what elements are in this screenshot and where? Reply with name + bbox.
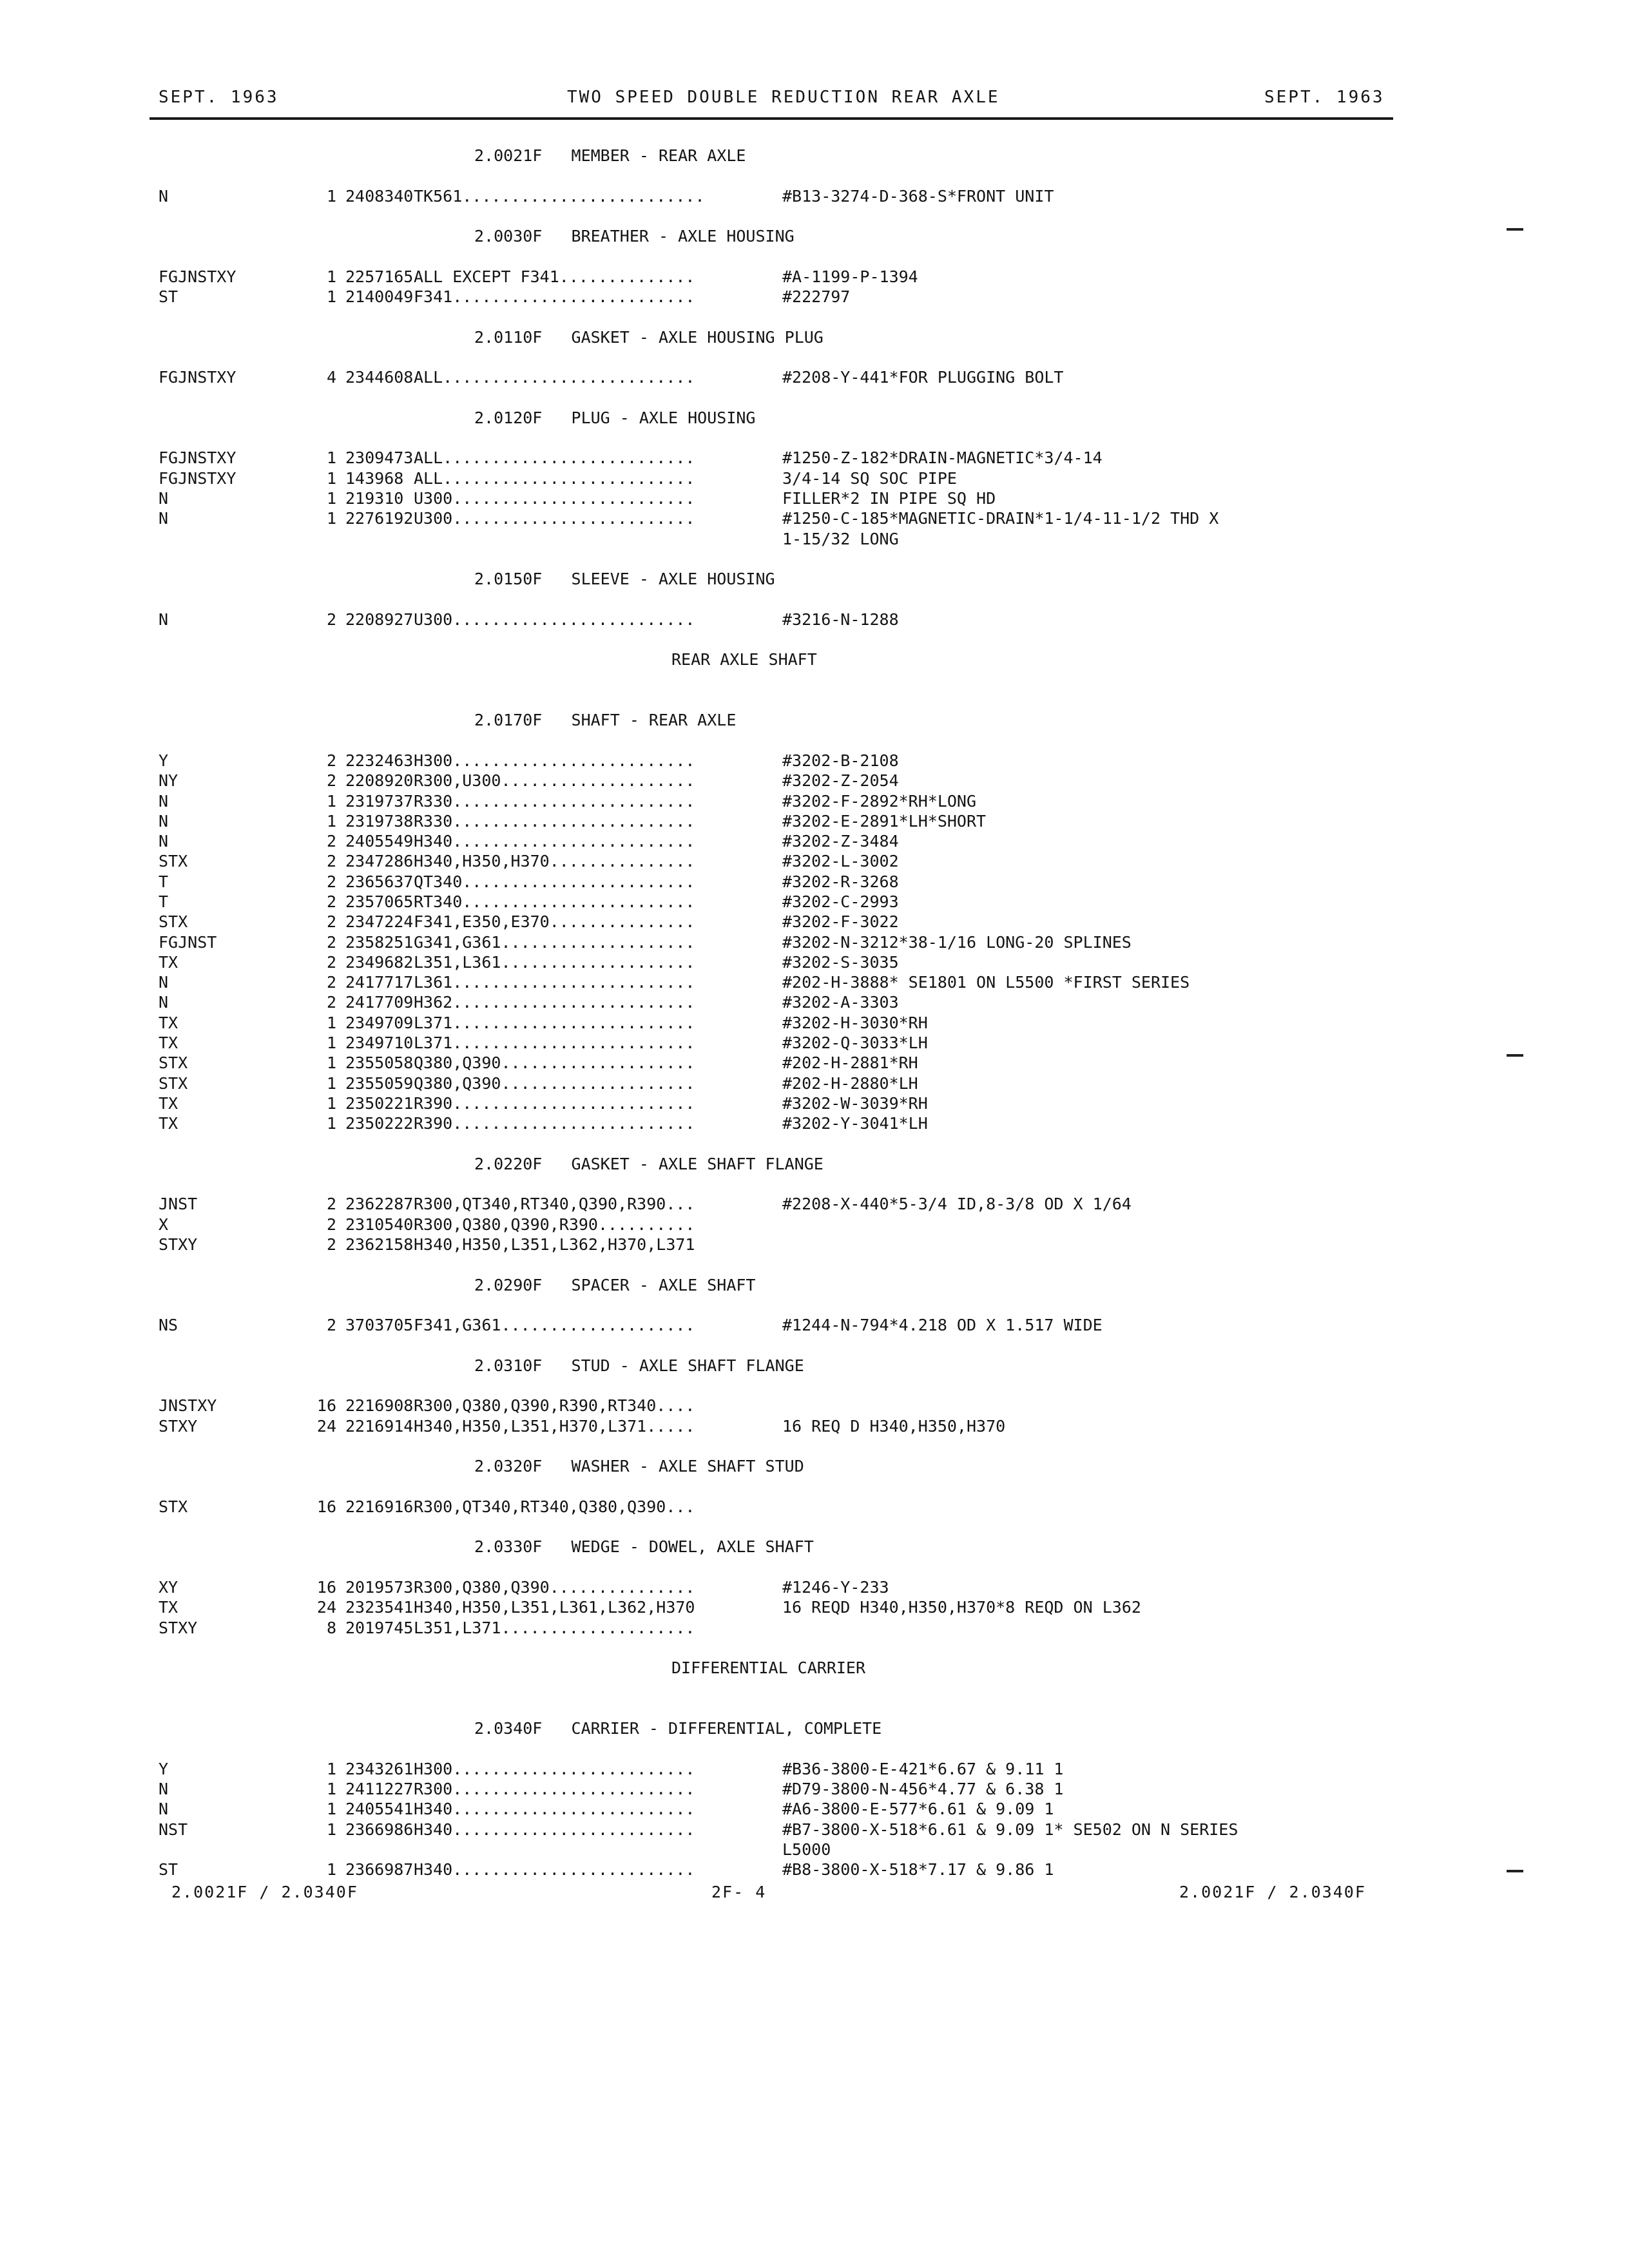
note: #1250-C-185*MAGNETIC-DRAIN*1-1/4-11-1/2 THD X xyxy=(782,509,1219,528)
quantity: 2 xyxy=(326,1235,336,1254)
model-code: T xyxy=(159,872,169,891)
part-number: 2357065 xyxy=(345,892,414,911)
part-row xyxy=(159,1820,1383,1840)
part-row xyxy=(159,1073,1383,1093)
quantity: 2 xyxy=(326,993,336,1012)
part-row xyxy=(159,771,1383,791)
quantity: 1 xyxy=(326,1053,336,1073)
model-code: X xyxy=(159,1215,169,1234)
usage: L351,L371.................... xyxy=(414,1618,695,1637)
model-code: NY xyxy=(159,771,178,791)
section-heading xyxy=(159,1718,1383,1738)
section-heading xyxy=(159,1456,1383,1476)
usage: U300......................... xyxy=(414,509,695,528)
quantity: 1 xyxy=(326,1114,336,1133)
quantity: 2 xyxy=(326,912,336,932)
quantity: 2 xyxy=(326,751,336,770)
part-number: 2019745 xyxy=(345,1618,414,1637)
model-code: N xyxy=(159,186,169,206)
usage: H340......................... xyxy=(414,1820,695,1839)
margin-tick xyxy=(1507,1054,1523,1057)
model-code: JNST xyxy=(159,1195,198,1214)
quantity: 2 xyxy=(326,872,336,891)
usage: F341......................... xyxy=(414,287,695,307)
part-number: 2216916 xyxy=(345,1497,414,1516)
part-number: 2355059 xyxy=(345,1073,414,1093)
margin-tick xyxy=(1507,1870,1523,1872)
model-code: N xyxy=(159,489,169,508)
part-row xyxy=(159,1013,1383,1033)
part-number: 2347286 xyxy=(345,852,414,871)
heading-text: 2.0030F BREATHER - AXLE HOUSING xyxy=(474,227,795,246)
quantity: 2 xyxy=(326,973,336,992)
heading-text: 2.0170F SHAFT - REAR AXLE xyxy=(474,711,737,730)
note-continuation xyxy=(159,529,1383,549)
note: #3202-N-3212*38-1/16 LONG-20 SPLINES xyxy=(782,932,1132,952)
heading-text: 2.0220F GASKET - AXLE SHAFT FLANGE xyxy=(474,1154,824,1173)
model-code: STXY xyxy=(159,1618,198,1637)
section-heading xyxy=(159,569,1383,589)
quantity: 1 xyxy=(326,1759,336,1778)
usage: R390......................... xyxy=(414,1093,695,1113)
part-row xyxy=(159,1860,1383,1879)
model-code: NST xyxy=(159,1820,188,1839)
heading-text: 2.0150F SLEEVE - AXLE HOUSING xyxy=(474,570,775,589)
section-heading xyxy=(159,710,1383,730)
part-row xyxy=(159,972,1383,992)
part-row xyxy=(159,1315,1383,1335)
quantity: 24 xyxy=(316,1598,336,1617)
footer-page-number: 2F- 4 xyxy=(711,1883,767,1901)
note: #2208-Y-441*FOR PLUGGING BOLT xyxy=(782,368,1064,387)
note: #3202-Y-3041*LH xyxy=(782,1114,928,1133)
part-number: 2417717 xyxy=(345,973,414,992)
model-code: ST xyxy=(159,287,178,307)
note-continuation xyxy=(159,1840,1383,1860)
model-code: STX xyxy=(159,1073,188,1093)
part-number: 2362287 xyxy=(345,1195,414,1214)
part-number: 2349709 xyxy=(345,1013,414,1032)
section-heading xyxy=(159,327,1383,347)
part-row xyxy=(159,1215,1383,1235)
note: #3202-Q-3033*LH xyxy=(782,1033,928,1053)
model-code: Y xyxy=(159,1759,169,1778)
quantity: 1 xyxy=(326,287,336,307)
usage: F341,E350,E370............... xyxy=(414,912,695,932)
quantity: 2 xyxy=(326,771,336,791)
model-code: FGJNSTXY xyxy=(159,448,236,468)
model-code: STXY xyxy=(159,1235,198,1254)
note: #3202-Z-2054 xyxy=(782,771,899,791)
part-row xyxy=(159,367,1383,387)
note: #202-H-2880*LH xyxy=(782,1073,918,1093)
part-number: 2347224 xyxy=(345,912,414,932)
part-number: 2343261 xyxy=(345,1759,414,1778)
usage: QT340........................ xyxy=(414,872,695,891)
part-number: 2349682 xyxy=(345,952,414,972)
section-heading xyxy=(159,1537,1383,1557)
model-code: STX xyxy=(159,1497,188,1516)
part-row xyxy=(159,892,1383,912)
model-code: Y xyxy=(159,751,169,770)
part-row xyxy=(159,872,1383,892)
header-date-left: SEPT. 1963 xyxy=(159,88,279,107)
note: 16 REQ D H340,H350,H370 xyxy=(782,1416,1006,1436)
usage: R300,Q380,Q390,R390.......... xyxy=(414,1215,695,1234)
header-rule xyxy=(149,117,1393,120)
note: #3202-F-3022 xyxy=(782,912,899,932)
heading-text: DIFFERENTIAL CARRIER xyxy=(671,1658,866,1678)
model-code: N xyxy=(159,973,169,992)
part-row xyxy=(159,1759,1383,1779)
footer-range-left: 2.0021F / 2.0340F xyxy=(171,1883,358,1901)
model-code: FGJNSTXY xyxy=(159,468,236,488)
part-row xyxy=(159,831,1383,851)
part-number: 2019573 xyxy=(345,1578,414,1597)
part-row xyxy=(159,468,1383,488)
section-heading xyxy=(159,1275,1383,1295)
part-row xyxy=(159,811,1383,831)
quantity: 1 xyxy=(326,1033,336,1053)
quantity: 1 xyxy=(326,1820,336,1839)
note: #3202-F-2892*RH*LONG xyxy=(782,791,977,811)
quantity: 2 xyxy=(326,892,336,911)
heading-text: 2.0320F WASHER - AXLE SHAFT STUD xyxy=(474,1457,804,1476)
part-number: 2405549 xyxy=(345,832,414,851)
model-code: STX xyxy=(159,852,188,871)
model-code: TX xyxy=(159,1033,178,1053)
note: #3202-S-3035 xyxy=(782,952,899,972)
note: #222797 xyxy=(782,287,851,307)
part-number: 219310 xyxy=(345,489,404,508)
usage: H340,H350,L351,L362,H370,L371 xyxy=(414,1235,695,1254)
part-row xyxy=(159,1577,1383,1597)
usage: H300......................... xyxy=(414,751,695,770)
note: #1250-Z-182*DRAIN-MAGNETIC*3/4-14 xyxy=(782,448,1103,468)
model-code: N xyxy=(159,1800,169,1819)
usage: R300......................... xyxy=(414,1780,695,1799)
usage: H300......................... xyxy=(414,1759,695,1778)
quantity: 2 xyxy=(326,1195,336,1214)
note: #A-1199-P-1394 xyxy=(782,267,918,286)
quantity: 2 xyxy=(326,832,336,851)
section-heading xyxy=(159,146,1383,166)
part-number: 143968 xyxy=(345,468,404,488)
part-number: 2309473 xyxy=(345,448,414,468)
quantity: 8 xyxy=(326,1618,336,1637)
part-row xyxy=(159,1053,1383,1073)
usage: ALL EXCEPT F341.............. xyxy=(414,267,695,286)
heading-text: 2.0110F GASKET - AXLE HOUSING PLUG xyxy=(474,327,824,347)
part-row xyxy=(159,912,1383,932)
model-code: STXY xyxy=(159,1416,198,1436)
part-row xyxy=(159,1416,1383,1436)
header-title: TWO SPEED DOUBLE REDUCTION REAR AXLE xyxy=(567,88,1000,107)
part-number: 2350221 xyxy=(345,1093,414,1113)
part-number: 2140049 xyxy=(345,287,414,307)
part-row xyxy=(159,992,1383,1012)
part-number: 2216914 xyxy=(345,1416,414,1436)
quantity: 1 xyxy=(326,468,336,488)
usage: Q380,Q390.................... xyxy=(414,1073,695,1093)
note: 1-15/32 LONG xyxy=(782,529,899,548)
note: #1246-Y-233 xyxy=(782,1578,889,1597)
heading-text: 2.0120F PLUG - AXLE HOUSING xyxy=(474,408,756,427)
usage: RT340........................ xyxy=(414,892,695,911)
model-code: TX xyxy=(159,952,178,972)
major-heading xyxy=(159,1658,1383,1678)
usage: R300,QT340,RT340,Q390,R390... xyxy=(414,1195,695,1214)
quantity: 16 xyxy=(316,1396,336,1416)
usage: H340,H350,L351,H370,L371..... xyxy=(414,1416,695,1436)
heading-text: 2.0310F STUD - AXLE SHAFT FLANGE xyxy=(474,1356,804,1375)
quantity: 1 xyxy=(326,1093,336,1113)
quantity: 16 xyxy=(316,1578,336,1597)
part-number: 2358251 xyxy=(345,932,414,952)
note: #1244-N-794*4.218 OD X 1.517 WIDE xyxy=(782,1316,1103,1335)
usage: L351,L361.................... xyxy=(414,952,695,972)
usage: H340......................... xyxy=(414,1800,695,1819)
part-number: 2216908 xyxy=(345,1396,414,1416)
usage: ALL.......................... xyxy=(414,448,695,468)
quantity: 1 xyxy=(326,448,336,468)
part-row xyxy=(159,1597,1383,1617)
usage: R300,Q380,Q390,R390,RT340.... xyxy=(414,1396,695,1416)
quantity: 1 xyxy=(326,1800,336,1819)
model-code: TX xyxy=(159,1013,178,1032)
quantity: 2 xyxy=(326,610,336,629)
part-number: 2405541 xyxy=(345,1800,414,1819)
part-number: 2257165 xyxy=(345,267,414,286)
part-number: 2208920 xyxy=(345,771,414,791)
usage: U300......................... xyxy=(414,610,695,629)
usage: G341,G361.................... xyxy=(414,932,695,952)
usage: F341,G361.................... xyxy=(414,1316,695,1335)
quantity: 1 xyxy=(326,1013,336,1032)
part-row xyxy=(159,1779,1383,1799)
model-code: STX xyxy=(159,912,188,932)
usage: R390......................... xyxy=(414,1114,695,1133)
part-number: 2319737 xyxy=(345,791,414,811)
quantity: 16 xyxy=(316,1497,336,1516)
model-code: N xyxy=(159,509,169,528)
usage: U300......................... xyxy=(414,489,695,508)
part-row xyxy=(159,508,1383,528)
model-code: TX xyxy=(159,1114,178,1133)
note: #B8-3800-X-518*7.17 & 9.86 1 xyxy=(782,1860,1054,1879)
model-code: N xyxy=(159,791,169,811)
usage: R330......................... xyxy=(414,811,695,831)
part-number: 2365637 xyxy=(345,872,414,891)
part-row xyxy=(159,287,1383,307)
part-row xyxy=(159,1113,1383,1133)
note: #B13-3274-D-368-S*FRONT UNIT xyxy=(782,186,1054,206)
heading-text: 2.0330F WEDGE - DOWEL, AXLE SHAFT xyxy=(474,1537,814,1557)
quantity: 1 xyxy=(326,267,336,286)
model-code: T xyxy=(159,892,169,911)
model-code: N xyxy=(159,811,169,831)
part-number: 2362158 xyxy=(345,1235,414,1254)
section-heading xyxy=(159,408,1383,428)
model-code: JNSTXY xyxy=(159,1396,217,1416)
usage: Q380,Q390.................... xyxy=(414,1053,695,1073)
note: #A6-3800-E-577*6.61 & 9.09 1 xyxy=(782,1800,1054,1819)
part-number: 2417709 xyxy=(345,993,414,1012)
usage: H340......................... xyxy=(414,1860,695,1879)
part-number: 2276192 xyxy=(345,509,414,528)
part-number: 2344608 xyxy=(345,368,414,387)
quantity: 1 xyxy=(326,1860,336,1879)
usage: R300,Q380,Q390............... xyxy=(414,1578,695,1597)
section-heading xyxy=(159,226,1383,246)
part-row xyxy=(159,1497,1383,1517)
heading-text: 2.0021F MEMBER - REAR AXLE xyxy=(474,146,746,165)
note: #3202-W-3039*RH xyxy=(782,1093,928,1113)
quantity: 1 xyxy=(326,186,336,206)
part-number: 2310540 xyxy=(345,1215,414,1234)
usage: H340......................... xyxy=(414,832,695,851)
model-code: TX xyxy=(159,1598,178,1617)
quantity: 1 xyxy=(326,811,336,831)
part-row xyxy=(159,1033,1383,1053)
note: #2208-X-440*5-3/4 ID,8-3/8 OD X 1/64 xyxy=(782,1195,1132,1214)
usage: ALL.......................... xyxy=(414,468,695,488)
part-row xyxy=(159,791,1383,811)
part-row xyxy=(159,267,1383,287)
heading-text: REAR AXLE SHAFT xyxy=(671,650,817,669)
note: #3202-B-2108 xyxy=(782,751,899,770)
major-heading xyxy=(159,649,1383,669)
model-code: FGJNSTXY xyxy=(159,267,236,286)
note: FILLER*2 IN PIPE SQ HD xyxy=(782,489,996,508)
quantity: 2 xyxy=(326,1215,336,1234)
part-row xyxy=(159,1093,1383,1113)
note: #D79-3800-N-456*4.77 & 6.38 1 xyxy=(782,1780,1064,1799)
usage: R330......................... xyxy=(414,791,695,811)
quantity: 1 xyxy=(326,791,336,811)
part-row xyxy=(159,610,1383,629)
heading-text: 2.0340F CARRIER - DIFFERENTIAL, COMPLETE xyxy=(474,1719,882,1738)
part-number: 2366987 xyxy=(345,1860,414,1879)
note: #3202-C-2993 xyxy=(782,892,899,911)
footer-range-right: 2.0021F / 2.0340F xyxy=(1179,1883,1366,1901)
model-code: N xyxy=(159,1780,169,1799)
usage: H340,H350,H370............... xyxy=(414,852,695,871)
usage: ALL.......................... xyxy=(414,368,695,387)
section-heading xyxy=(159,1154,1383,1174)
part-number: 2355058 xyxy=(345,1053,414,1073)
quantity: 24 xyxy=(316,1416,336,1436)
usage: H340,H350,L351,L361,L362,H370 xyxy=(414,1598,695,1617)
model-code: FGJNSTXY xyxy=(159,368,236,387)
part-row xyxy=(159,952,1383,972)
part-row xyxy=(159,851,1383,871)
model-code: NS xyxy=(159,1316,178,1335)
usage: L371......................... xyxy=(414,1033,695,1053)
part-number: 2319738 xyxy=(345,811,414,831)
part-row xyxy=(159,186,1383,206)
usage: H362......................... xyxy=(414,993,695,1012)
margin-tick xyxy=(1507,228,1523,231)
usage: TK561......................... xyxy=(414,186,705,206)
part-number: 3703705 xyxy=(345,1316,414,1335)
part-row xyxy=(159,1618,1383,1638)
part-row xyxy=(159,448,1383,468)
part-number: 2350222 xyxy=(345,1114,414,1133)
note: #3202-E-2891*LH*SHORT xyxy=(782,811,987,831)
quantity: 2 xyxy=(326,1316,336,1335)
part-number: 2208927 xyxy=(345,610,414,629)
note: #202-H-3888* SE1801 ON L5500 *FIRST SERIES xyxy=(782,973,1190,992)
part-row xyxy=(159,751,1383,771)
note: #3202-Z-3484 xyxy=(782,832,899,851)
model-code: ST xyxy=(159,1860,178,1879)
part-row xyxy=(159,1396,1383,1416)
part-row xyxy=(159,1194,1383,1214)
usage: L371......................... xyxy=(414,1013,695,1032)
quantity: 1 xyxy=(326,1073,336,1093)
quantity: 4 xyxy=(326,368,336,387)
part-number: 2323541 xyxy=(345,1598,414,1617)
note: #3202-H-3030*RH xyxy=(782,1013,928,1032)
note: 3/4-14 SQ SOC PIPE xyxy=(782,468,957,488)
model-code: N xyxy=(159,993,169,1012)
usage: R300,QT340,RT340,Q380,Q390... xyxy=(414,1497,695,1516)
part-number: 2411227 xyxy=(345,1780,414,1799)
model-code: FGJNST xyxy=(159,932,217,952)
model-code: TX xyxy=(159,1093,178,1113)
note: #202-H-2881*RH xyxy=(782,1053,918,1073)
part-row xyxy=(159,1799,1383,1819)
usage: L361......................... xyxy=(414,973,695,992)
note: #3216-N-1288 xyxy=(782,610,899,629)
model-code: N xyxy=(159,832,169,851)
model-code: STX xyxy=(159,1053,188,1073)
model-code: XY xyxy=(159,1578,178,1597)
note: #3202-L-3002 xyxy=(782,852,899,871)
quantity: 1 xyxy=(326,509,336,528)
note: #B7-3800-X-518*6.61 & 9.09 1* SE502 ON N SERIES xyxy=(782,1820,1239,1839)
quantity: 1 xyxy=(326,1780,336,1799)
quantity: 2 xyxy=(326,852,336,871)
note: #B36-3800-E-421*6.67 & 9.11 1 xyxy=(782,1759,1064,1778)
part-number: 2232463 xyxy=(345,751,414,770)
part-row xyxy=(159,488,1383,508)
quantity: 2 xyxy=(326,952,336,972)
heading-text: 2.0290F SPACER - AXLE SHAFT xyxy=(474,1275,756,1294)
parts-list xyxy=(159,146,1383,1880)
part-number: 2366986 xyxy=(345,1820,414,1839)
note: 16 REQD H340,H350,H370*8 REQD ON L362 xyxy=(782,1598,1141,1617)
section-heading xyxy=(159,1356,1383,1376)
part-row xyxy=(159,932,1383,952)
note: #3202-A-3303 xyxy=(782,993,899,1012)
note: #3202-R-3268 xyxy=(782,872,899,891)
note: L5000 xyxy=(782,1840,831,1859)
usage: R300,U300.................... xyxy=(414,771,695,791)
quantity: 1 xyxy=(326,489,336,508)
model-code: N xyxy=(159,610,169,629)
part-number: 2408340 xyxy=(345,186,414,206)
quantity: 2 xyxy=(326,932,336,952)
header-date-right: SEPT. 1963 xyxy=(1264,88,1385,107)
part-number: 2349710 xyxy=(345,1033,414,1053)
part-row xyxy=(159,1235,1383,1254)
